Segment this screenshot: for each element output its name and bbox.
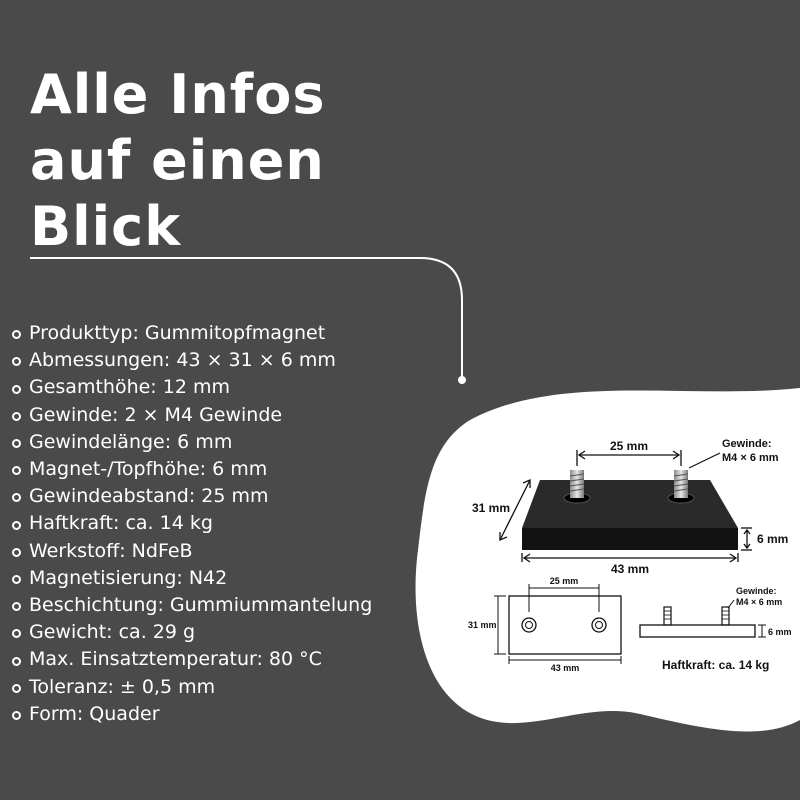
top-view-spacing-label: 25 mm <box>549 576 579 586</box>
top-view-depth-label: 31 mm <box>468 620 497 630</box>
side-view-thread-title: Gewinde: <box>736 586 777 596</box>
side-view <box>640 586 792 637</box>
spec-text: Form: Quader <box>29 702 160 725</box>
side-view-height-dimension <box>758 625 766 637</box>
spec-text: Gewindeabstand: 25 mm <box>29 485 269 508</box>
spec-text: Produkttyp: Gummitopfmagnet <box>29 322 326 344</box>
main-length-label: 43 mm <box>610 562 650 576</box>
dimension-length <box>522 553 738 562</box>
main-depth-label: 31 mm <box>472 501 511 515</box>
spec-text: Gewindelänge: 6 mm <box>29 430 233 453</box>
side-view-thread-spec: M4 × 6 mm <box>736 597 783 607</box>
main-thread-spec: M4 × 6 mm <box>722 452 779 464</box>
spec-text: Toleranz: ± 0,5 mm <box>29 675 216 698</box>
headline-line-1: Alle Infos <box>30 63 326 126</box>
top-view <box>468 576 621 673</box>
side-view-bolt-left <box>664 607 671 625</box>
spec-text: Magnetisierung: N42 <box>29 566 228 589</box>
main-height-label: 6 mm <box>757 532 789 546</box>
spec-text: Haftkraft: ca. 14 kg <box>29 512 213 535</box>
headline-line-2: auf einen <box>30 129 325 192</box>
top-view-hole-left-inner <box>526 622 533 629</box>
top-view-hole-left <box>522 618 536 632</box>
spec-text: Abmessungen: 43 × 31 × 6 mm <box>29 349 336 372</box>
top-view-hole-right-inner <box>596 622 603 629</box>
spec-text: Max. Einsatztemperatur: 80 °C <box>29 648 322 671</box>
spec-text: Werkstoff: NdFeB <box>29 539 193 562</box>
dimension-height <box>741 528 752 550</box>
thread-leader-line <box>689 453 720 468</box>
spec-text: Gesamthöhe: 12 mm <box>29 376 230 399</box>
magnet-front-face <box>522 528 738 550</box>
main-thread-title: Gewinde: <box>722 438 772 450</box>
side-view-leader-line <box>728 600 734 608</box>
spec-text: Magnet-/Topfhöhe: 6 mm <box>29 458 268 481</box>
spec-text: Beschichtung: Gummiummantelung <box>29 594 373 617</box>
side-view-body <box>640 625 755 637</box>
holding-force-label: Haftkraft: ca. 14 kg <box>662 658 770 672</box>
spec-text: Gewicht: ca. 29 g <box>29 621 196 644</box>
spec-text: Gewinde: 2 × M4 Gewinde <box>29 403 283 426</box>
main-view <box>472 438 788 576</box>
side-view-bolt-right <box>722 607 729 625</box>
top-view-length-label: 43 mm <box>550 663 580 673</box>
main-spacing-label: 25 mm <box>609 439 649 453</box>
side-view-thread-lines <box>664 611 729 619</box>
headline-line-3: Blick <box>30 195 182 258</box>
side-view-height-label: 6 mm <box>768 627 792 637</box>
top-view-hole-right <box>592 618 606 632</box>
magnet-top-face <box>522 480 738 528</box>
